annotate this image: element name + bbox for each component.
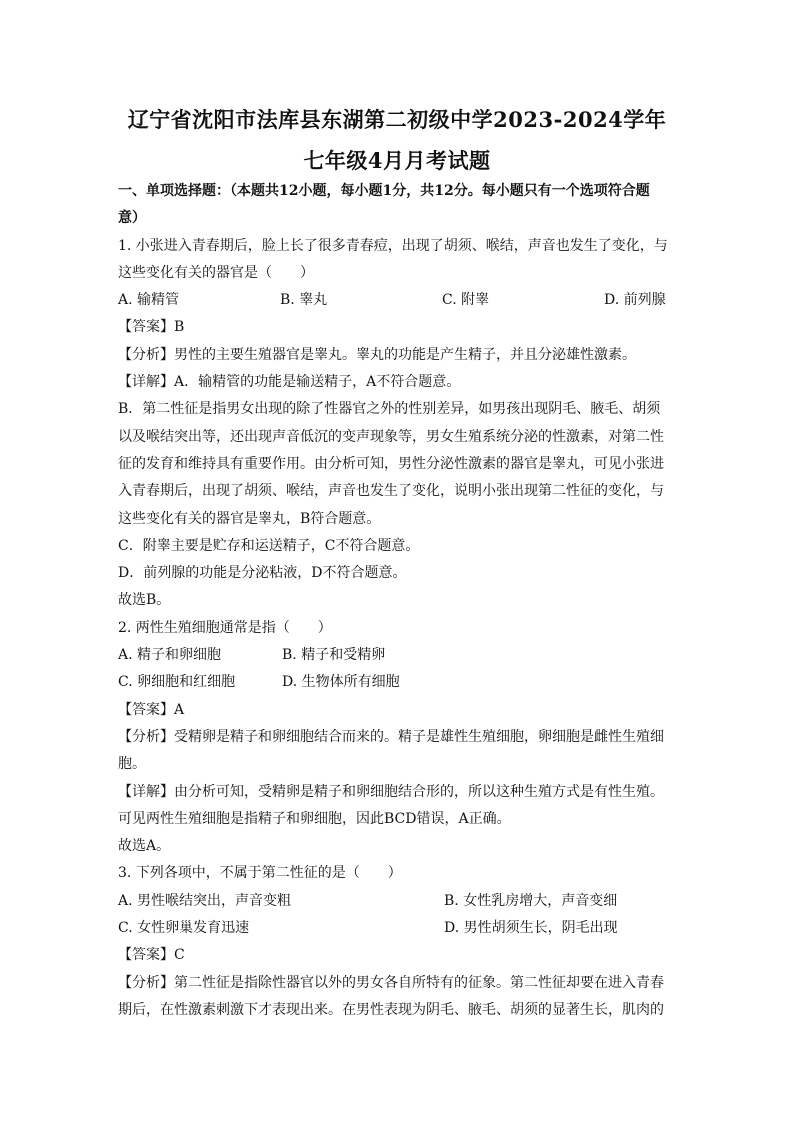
question-2-options-row [118, 669, 674, 696]
question-2-detail-cont: 可见两性生殖细胞是指精子和卵细胞，因此BCD错误，A正确。 [118, 810, 511, 827]
question-2-analysis-cont: 胞。 [118, 756, 146, 773]
document-subtitle: 七年级4月月考试题 [303, 148, 491, 173]
question-1-conclusion: 故选B。 [118, 592, 171, 609]
option-c: C. 附睾 [442, 292, 490, 309]
question-2-stem: 2. 两性生殖细胞通常是指（ ） [118, 619, 332, 636]
option-a: A. 输精管 [118, 292, 180, 309]
option-a: A. 精子和卵细胞 [118, 647, 222, 664]
question-1-stem: 1. 小张进入青春期后，脸上长了很多青春痘，出现了胡须、喉结，声音也发生了变化，与 [118, 237, 668, 254]
option-c: C. 女性卵巢发育迅速 [118, 920, 250, 937]
option-a: A. 男性喉结突出，声音变粗 [118, 892, 292, 909]
question-3-analysis: 【分析】第二性征是指除性器官以外的男女各自所特有的征象。第二性征却要在进入青春 [118, 974, 664, 991]
option-b: B. 睾丸 [280, 292, 328, 309]
question-1-detail-line: 征的发育和维持具有重要作用。由分析可知，男性分泌性激素的器官是睾丸，可见小张进 [118, 455, 664, 472]
question-1-detail-line: D．前列腺的功能是分泌粘液，D不符合题意。 [118, 565, 407, 582]
option-d: D. 前列腺 [604, 292, 666, 309]
question-2-options-row [118, 642, 674, 669]
section-heading-cont: 意） [118, 210, 146, 227]
option-b: B. 女性乳房增大，声音变细 [444, 892, 618, 909]
question-1-stem-cont: 这些变化有关的器官是（ ） [118, 264, 314, 281]
question-1-detail-line: B．第二性征是指男女出现的除了性器官之外的性别差异，如男孩出现阴毛、腋毛、胡须 [118, 401, 661, 418]
question-1-options [118, 287, 674, 314]
document-body [118, 178, 674, 1024]
question-2-answer: 【答案】A [118, 701, 185, 718]
option-d: D. 生物体所有细胞 [282, 674, 400, 691]
question-2-conclusion: 故选A。 [118, 838, 171, 855]
question-1-detail-line: 入青春期后，出现了胡须、喉结，声音也发生了变化，说明小张出现第二性征的变化，与 [118, 483, 664, 500]
document-title: 辽宁省沈阳市法库县东湖第二初级中学2023-2024学年 [127, 107, 667, 132]
question-1-answer: 【答案】B [118, 319, 185, 336]
question-1-detail-line: 这些变化有关的器官是睾丸，B符合题意。 [118, 510, 381, 527]
option-d: D. 男性胡须生长，阴毛出现 [444, 920, 618, 937]
option-b: B. 精子和受精卵 [282, 647, 386, 664]
question-3-options-row [118, 915, 674, 942]
question-1-analysis: 【分析】男性的主要生殖器官是睾丸。睾丸的功能是产生精子，并且分泌雄性激素。 [118, 346, 636, 363]
question-2-analysis: 【分析】受精卵是精子和卵细胞结合而来的。精子是雄性生殖细胞，卵细胞是雌性生殖细 [118, 728, 664, 745]
option-c: C. 卵细胞和红细胞 [118, 674, 236, 691]
section-heading: 一、单项选择题：（本题共12小题，每小题1分，共12分。每小题只有一个选项符合题 [118, 183, 650, 199]
question-1-detail-line: 以及喉结突出等，还出现声音低沉的变声现象等，男女生殖系统分泌的性激素，对第二性 [118, 428, 664, 445]
question-1-detail-line: 【详解】A．输精管的功能是输送精子，A不符合题意。 [118, 374, 461, 391]
question-3-stem: 3. 下列各项中，不属于第二性征的是（ ） [118, 865, 402, 882]
question-3-answer: 【答案】C [118, 947, 185, 964]
question-3-options-row [118, 888, 674, 915]
question-2-detail: 【详解】由分析可知，受精卵是精子和卵细胞结合形的，所以这种生殖方式是有性生殖。 [118, 783, 664, 800]
question-1-detail-line: C．附睾主要是贮存和运送精子，C不符合题意。 [118, 537, 420, 554]
question-3-analysis-cont: 期后，在性激素刺激下才表现出来。在男性表现为阴毛、腋毛、胡须的显著生长，肌肉的 [118, 1001, 664, 1018]
